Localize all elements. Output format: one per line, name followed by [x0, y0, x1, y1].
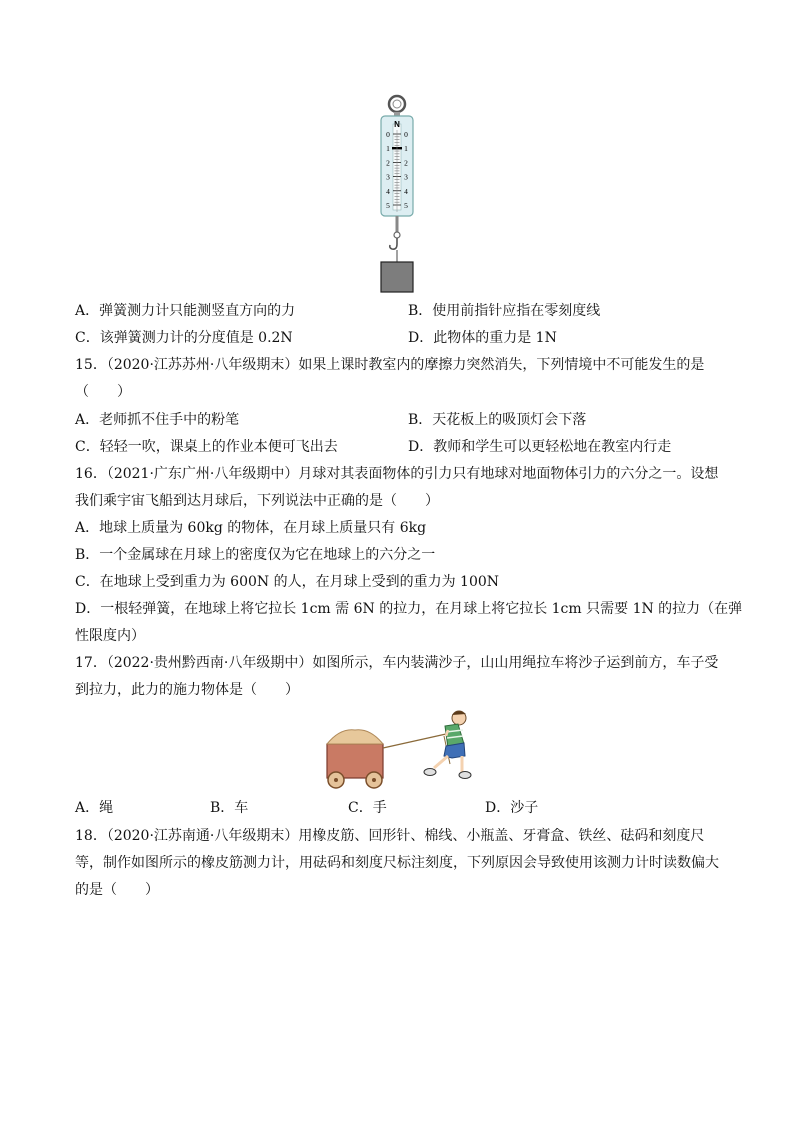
boy-shoe-left [424, 769, 436, 776]
q15-option-a: A．老师抓不住手中的粉笔 [75, 412, 240, 428]
q15-option-d: D．教师和学生可以更轻松地在教室内行走 [408, 439, 672, 455]
scale-tick-label: 5 [404, 201, 408, 210]
spring-scale-figure [372, 92, 422, 298]
boy-shoe-right [459, 772, 471, 779]
q16-option-d: D．一根轻弹簧，在地球上将它拉长 1cm 需 6N 的拉力，在月球上将它拉长 1cm 只需要 1N 的拉力（在弹 [75, 601, 743, 617]
q16-option-d-cont: 性限度内） [75, 628, 145, 644]
scale-hook [390, 238, 397, 249]
scale-tick-label: 3 [404, 172, 408, 182]
q18-stem: 18．（2020·江苏南通·八年级期末）用橡皮筋、回形针、棉线、小瓶盖、牙膏盒、铁丝、砝码和刻度尺 [75, 828, 705, 844]
q17-option-d: D．沙子 [485, 800, 539, 816]
scale-tick-label: 3 [386, 172, 390, 182]
q16-option-b: B．一个金属球在月球上的密度仅为它在地球上的六分之一 [75, 547, 436, 563]
scale-ring [389, 96, 405, 112]
q18-stem-cont: 等，制作如图所示的橡皮筋测力计，用砝码和刻度尺标注刻度，下列原因会导致使用该测力计时读数偏大 [75, 855, 719, 871]
scale-tick-label: 4 [404, 186, 408, 196]
q16-option-a: A．地球上质量为 60kg 的物体，在月球上质量只有 6kg [75, 520, 427, 536]
scale-unit-label: N [394, 120, 400, 129]
cart-pulling-drawing [322, 706, 482, 792]
q17-option-b: B．车 [210, 800, 249, 816]
spring-scale-drawing [372, 92, 422, 298]
scale-tick-label: 0 [386, 130, 390, 139]
q17-stem: 17．（2022·贵州黔西南·八年级期中）如图所示，车内装满沙子，山山用绳拉车将沙子运到前方，车子受 [75, 655, 719, 671]
q14-option-c: C．该弹簧测力计的分度值是 0.2N [75, 330, 293, 346]
q15-option-b: B．天花板上的吸顶灯会下落 [408, 412, 587, 428]
q18-stem-cont2: 的是（ ） [75, 882, 159, 898]
scale-tick-label: 4 [386, 186, 390, 196]
pull-rope [383, 734, 446, 748]
scale-tick-label: 1 [386, 144, 390, 154]
q17-option-a: A．绳 [75, 800, 114, 816]
sand-pile [327, 730, 383, 744]
q14-option-d: D．此物体的重力是 1N [408, 330, 557, 346]
scale-tick-label: 2 [404, 158, 408, 168]
q15-stem: 15．（2020·江苏苏州·八年级期末）如果上课时教室内的摩擦力突然消失，下列情境中不可能发生的是 [75, 357, 705, 373]
q17-option-c: C．手 [348, 800, 387, 816]
scale-tick-label: 1 [404, 144, 408, 154]
q15-stem-cont: （ ） [75, 384, 131, 400]
cart-pulling-figure [322, 706, 482, 792]
q14-option-b: B．使用前指针应指在零刻度线 [408, 303, 601, 319]
q16-stem: 16．（2021·广东广州·八年级期中）月球对其表面物体的引力只有地球对地面物体引力的六分之一。设想 [75, 466, 719, 482]
q16-option-c: C．在地球上受到重力为 600N 的人，在月球上受到的重力为 100N [75, 574, 500, 590]
q15-option-c: C．轻轻一吹，课桌上的作业本便可飞出去 [75, 439, 338, 455]
scale-tick-label: 5 [386, 201, 390, 210]
hanging-block [381, 262, 413, 292]
scale-tick-label: 2 [386, 158, 390, 168]
scale-tick-label: 0 [404, 130, 408, 139]
q16-stem-cont: 我们乘宇宙飞船到达月球后，下列说法中正确的是（ ） [75, 493, 439, 509]
q17-stem-cont: 到拉力，此力的施力物体是（ ） [75, 682, 299, 698]
q14-option-a: A．弹簧测力计只能测竖直方向的力 [75, 303, 296, 319]
